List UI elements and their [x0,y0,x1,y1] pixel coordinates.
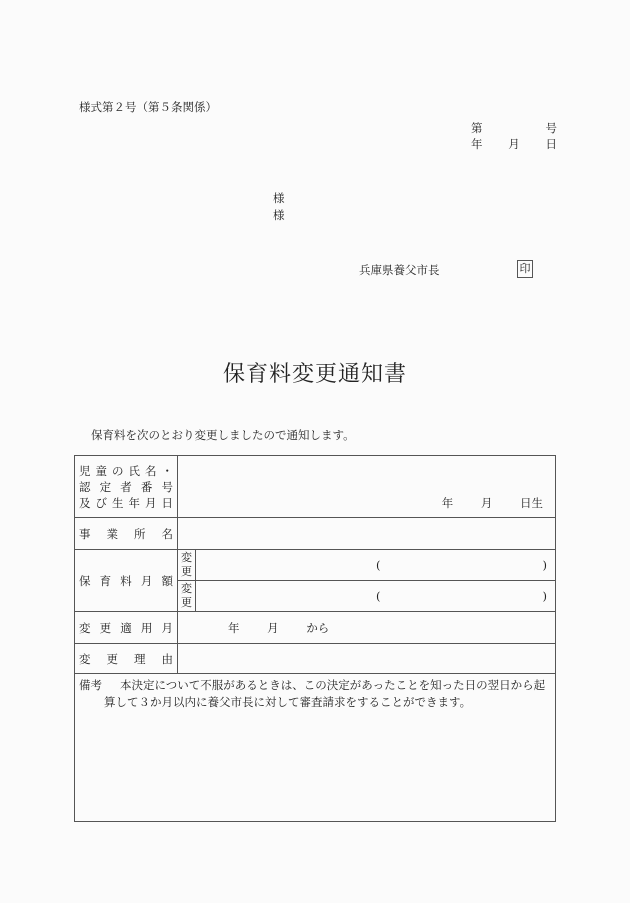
apply-row [75,612,556,644]
office-row [75,518,556,550]
addressee-line-1: 様 [273,191,285,205]
reason-field[interactable] [178,644,556,674]
form-identifier: 様式第２号（第５条関係） [79,100,217,114]
birth-month: 月 [480,496,493,510]
apply-month: 月 [267,620,279,635]
fee-sub-label-2 [178,581,196,612]
label-char: 料 [120,573,132,588]
document-number [471,120,557,136]
fee-sub-label-1 [178,550,196,581]
fee-label [75,550,178,612]
label-char: 更 [99,620,112,635]
doc-number-suffix: 号 [545,121,557,135]
date-day: 日 [545,137,557,151]
issuer: 兵庫県養父市長 [359,263,440,277]
document-number-date [471,120,557,152]
child-label [75,456,178,518]
child-label-line: 児童の氏名・ [79,463,173,478]
addressee [273,190,285,224]
label-char: 事 [79,526,91,541]
date-year: 年 [471,137,483,151]
notes-line-2: 算して３か月以内に養父市長に対して審査請求をすることができます。 [104,695,472,709]
birth-day: 日生 [520,496,543,510]
apply-from: から [306,620,330,635]
child-row [75,456,556,518]
fee-field-1[interactable] [196,550,556,581]
fee-field-2[interactable] [196,581,556,612]
apply-field[interactable] [178,612,556,644]
date-month: 月 [508,137,520,151]
label-char: 用 [140,620,153,635]
child-label-line: 認定者番号 [79,479,173,494]
intro-text: 保育料を次のとおり変更しましたので通知します。 [91,428,355,442]
open-paren: ( [376,589,381,603]
sub-char: 更 [181,596,192,609]
office-field[interactable] [178,518,556,550]
label-char: 適 [120,620,132,635]
addressee-line-2: 様 [273,208,285,222]
reason-row [75,644,556,674]
open-paren: ( [376,558,381,572]
birth-year: 年 [441,496,454,510]
notes-cell [75,674,556,822]
label-char: 更 [106,651,118,666]
label-char: 名 [161,526,173,541]
sub-char: 変 [181,551,192,564]
label-char: 変 [79,651,91,666]
sub-char: 更 [181,565,192,578]
apply-label [75,612,178,644]
reason-label [75,644,178,674]
sub-char: 変 [181,582,192,595]
seal-stamp-icon: 印 [517,260,533,278]
issue-date [471,136,557,152]
document-title: 保育料変更通知書 [222,362,407,387]
label-char: 月 [161,620,173,635]
apply-year: 年 [228,620,240,635]
notes-row [75,674,556,822]
doc-number-prefix: 第 [471,121,483,135]
label-char: 理 [134,651,146,666]
fee-row-1 [75,550,556,581]
close-paren: ) [542,589,547,603]
label-char: 変 [79,620,91,635]
label-char: 所 [134,526,146,541]
label-char: 業 [106,526,118,541]
label-char: 育 [99,573,112,588]
fee-change-table [74,455,556,822]
notes-label: 備考 [79,678,102,692]
label-char: 由 [161,651,173,666]
notes-line-1: 本決定について不服があるときは、この決定があったことを知った日の翌日から起 [120,678,546,692]
office-label [75,518,178,550]
label-char: 額 [161,573,173,588]
label-char: 月 [140,573,153,588]
close-paren: ) [542,558,547,572]
child-info-field[interactable] [178,456,556,518]
child-label-line: 及び生年月日 [79,495,173,510]
label-char: 保 [79,573,91,588]
